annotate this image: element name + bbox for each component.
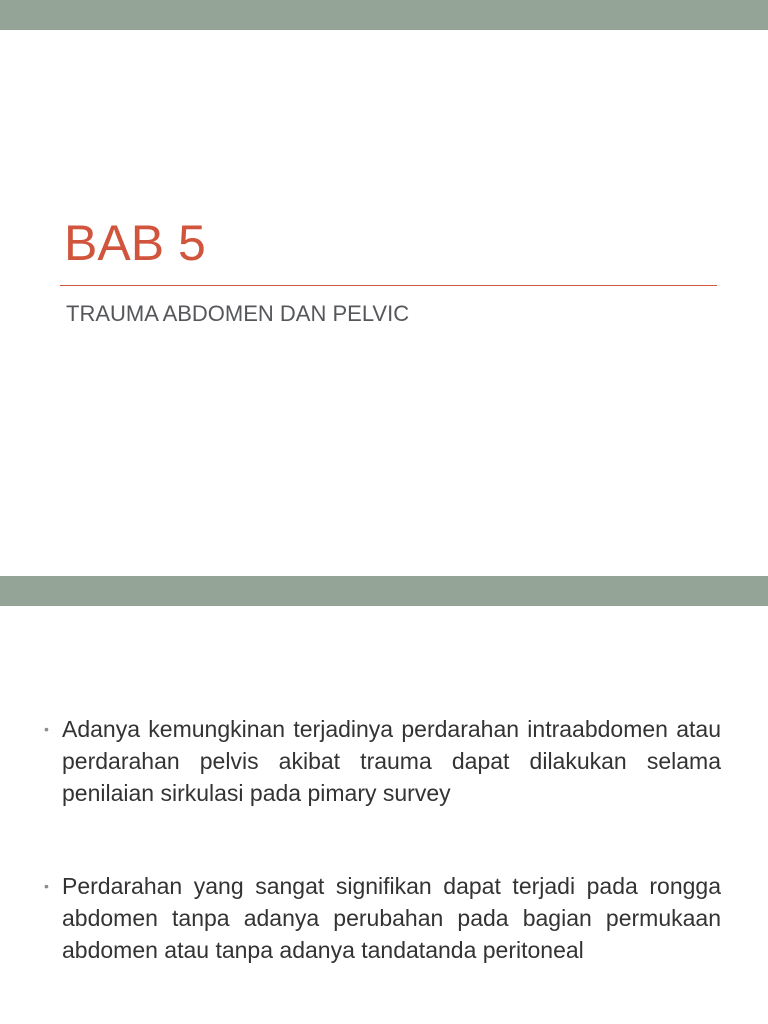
slide-title: BAB 5 bbox=[64, 215, 206, 271]
slide-subtitle: TRAUMA ABDOMEN DAN PELVIC bbox=[66, 301, 410, 326]
bullet-text: Adanya kemungkinan terjadinya perdarahan intraabdomen atau perdarahan pelvis akibat trauma dapat dilakukan selama penilaian sirkulasi pada pimary survey bbox=[62, 716, 721, 806]
bullet-list bbox=[44, 713, 721, 1024]
header-bar bbox=[0, 0, 768, 30]
bullet-text: Perdarahan yang sangat signifikan dapat terjadi pada rongga abdomen tanpa adanya perubahan pada bagian permukaan abdomen atau tanpa adanya tandatanda peritoneal bbox=[62, 873, 721, 963]
content-slide bbox=[0, 576, 768, 1024]
bullet-item bbox=[44, 713, 721, 809]
bullet-dot-icon: • bbox=[44, 721, 49, 737]
bullet-dot-icon: • bbox=[44, 878, 49, 894]
title-divider bbox=[60, 285, 717, 286]
header-bar bbox=[0, 576, 768, 606]
bullet-item bbox=[44, 870, 721, 966]
